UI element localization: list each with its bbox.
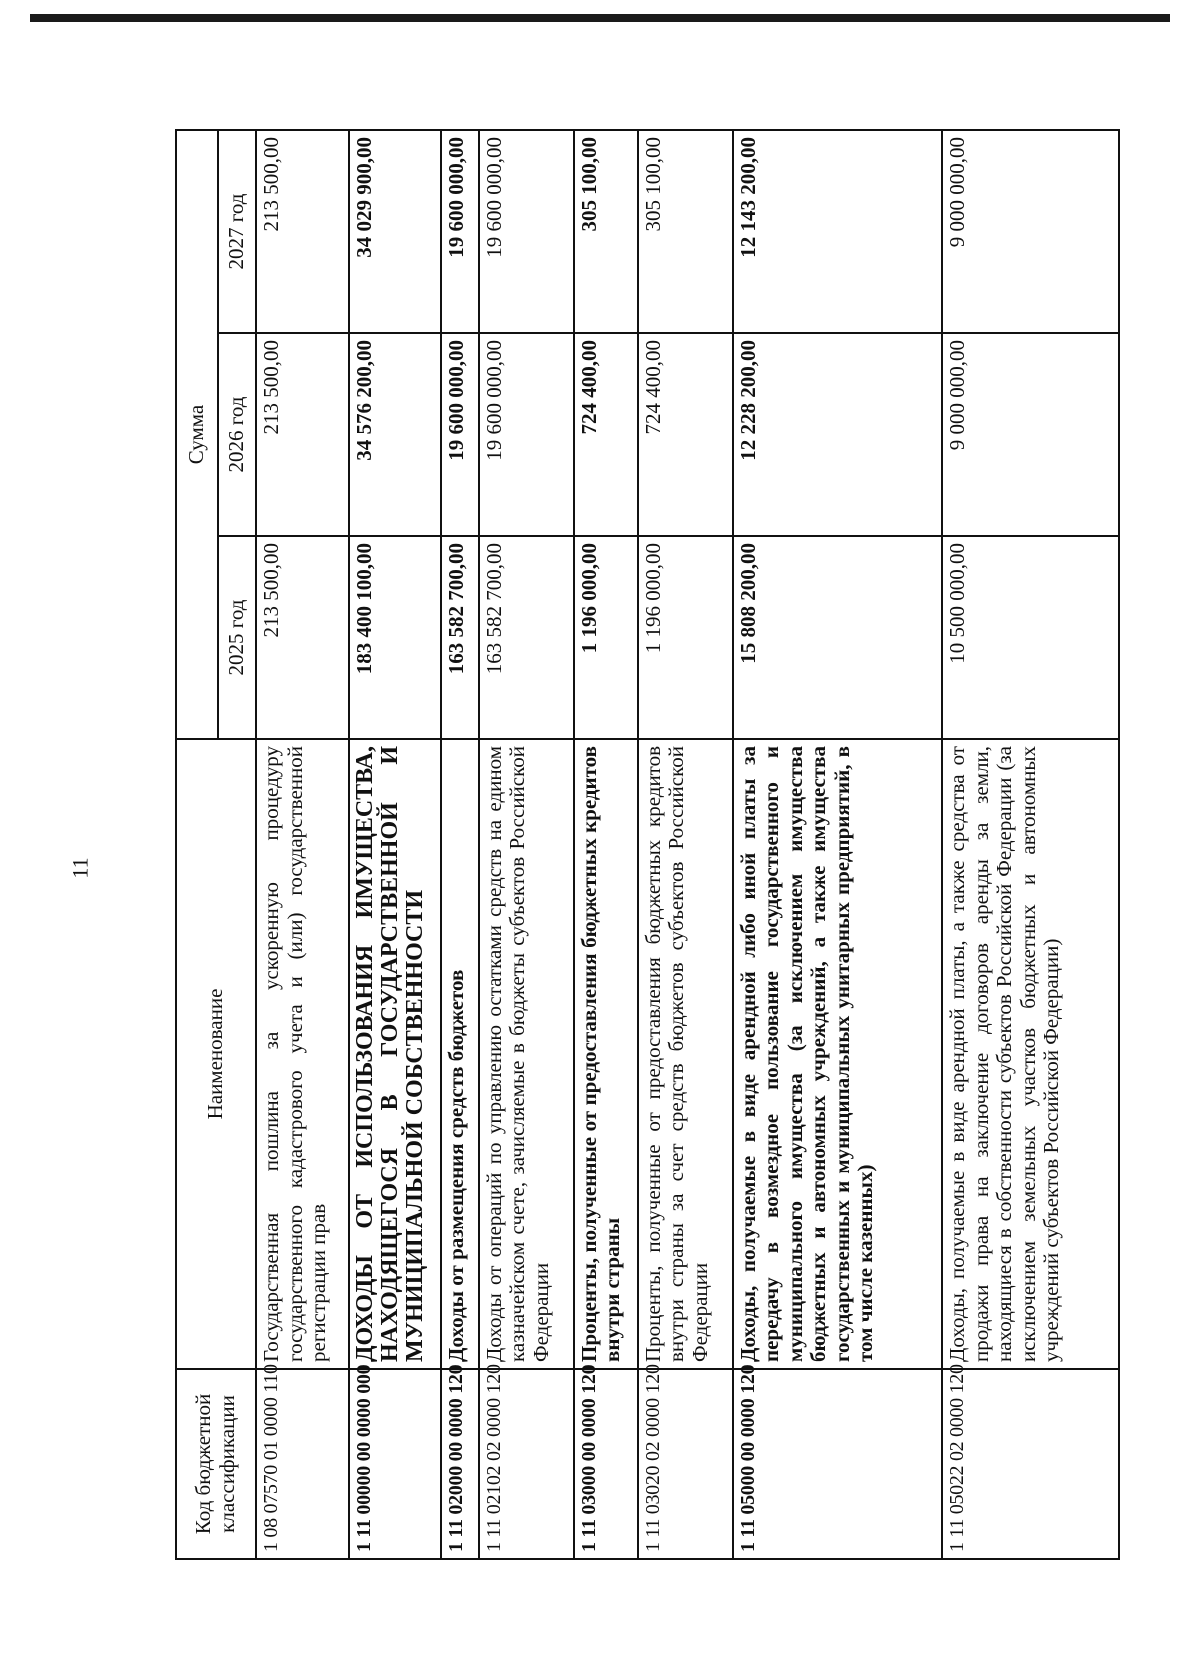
table-row — [349, 130, 442, 1559]
header-name: Наименование — [176, 739, 256, 1369]
row-code: 1 11 02102 02 0000 120 — [479, 1369, 574, 1559]
row-sum-2025: 1 196 000,00 — [638, 536, 733, 739]
budget-income-table — [175, 129, 1120, 1560]
row-sum-2025: 183 400 100,00 — [349, 536, 442, 739]
row-sum-2026: 724 400,00 — [638, 333, 733, 536]
row-sum-2026: 724 400,00 — [574, 333, 638, 536]
row-name: Государственная пошлина за ускоренную процедуру государственного кадастрового учета и (или) государственной регистрации прав — [256, 739, 349, 1369]
row-sum-2027: 213 500,00 — [256, 130, 349, 333]
row-code: 1 08 07570 01 0000 110 — [256, 1369, 349, 1559]
header-code: Код бюджетной классификации — [176, 1369, 256, 1559]
table-row — [441, 130, 479, 1559]
top-border-rule — [30, 14, 1170, 22]
row-sum-2026: 12 228 200,00 — [733, 333, 943, 536]
table-row — [479, 130, 574, 1559]
row-sum-2025: 1 196 000,00 — [574, 536, 638, 739]
row-name: Проценты, полученные от предоставления бюджетных кредитов внутри страны за счет средств бюджетов субъектов Российской Федерации — [638, 739, 733, 1369]
header-year-2026: 2026 год — [218, 333, 256, 536]
row-name: Доходы от размещения средств бюджетов — [441, 739, 479, 1369]
table-row — [733, 130, 943, 1559]
row-sum-2025: 163 582 700,00 — [479, 536, 574, 739]
table-row — [638, 130, 733, 1559]
header-year-2027: 2027 год — [218, 130, 256, 333]
row-sum-2026: 19 600 000,00 — [441, 333, 479, 536]
row-sum-2026: 213 500,00 — [256, 333, 349, 536]
table-row — [256, 130, 349, 1559]
row-code: 1 11 03020 02 0000 120 — [638, 1369, 733, 1559]
rotated-table-wrapper — [175, 130, 1120, 1560]
row-sum-2027: 19 600 000,00 — [441, 130, 479, 333]
row-code: 1 11 03000 00 0000 120 — [574, 1369, 638, 1559]
row-sum-2026: 19 600 000,00 — [479, 333, 574, 536]
row-sum-2026: 9 000 000,00 — [942, 333, 1119, 536]
row-sum-2027: 305 100,00 — [574, 130, 638, 333]
row-name: Проценты, полученные от предоставления бюджетных кредитов внутри страны — [574, 739, 638, 1369]
row-sum-2027: 9 000 000,00 — [942, 130, 1119, 333]
row-name: ДОХОДЫ ОТ ИСПОЛЬЗОВАНИЯ ИМУЩЕСТВА, НАХОДЯЩЕГОСЯ В ГОСУДАРСТВЕННОЙ И МУНИЦИПАЛЬНОЙ СОБСТВЕННОСТИ — [349, 739, 442, 1369]
row-sum-2025: 15 808 200,00 — [733, 536, 943, 739]
table-row — [942, 130, 1119, 1559]
row-name: Доходы, получаемые в виде арендной либо иной платы за передачу в возмездное пользование государственного и муниципального имущества (за исключением имущества бюджетных и автономных учреждений, а также имущества государственных и муниципальных унитарных предприятий, в том числе казенных) — [733, 739, 943, 1369]
row-sum-2025: 10 500 000,00 — [942, 536, 1119, 739]
header-sum: Сумма — [176, 130, 218, 739]
row-code: 1 11 00000 00 0000 000 — [349, 1369, 442, 1559]
row-code: 1 11 02000 00 0000 120 — [441, 1369, 479, 1559]
row-name: Доходы от операций по управлению остатками средств на едином казначейском счете, зачисляемые в бюджеты субъектов Российской Федерации — [479, 739, 574, 1369]
row-sum-2026: 34 576 200,00 — [349, 333, 442, 536]
page-number: 11 — [67, 857, 93, 879]
row-code: 1 11 05000 00 0000 120 — [733, 1369, 943, 1559]
row-code: 1 11 05022 02 0000 120 — [942, 1369, 1119, 1559]
header-year-2025: 2025 год — [218, 536, 256, 739]
row-sum-2027: 305 100,00 — [638, 130, 733, 333]
table-row — [574, 130, 638, 1559]
row-sum-2027: 34 029 900,00 — [349, 130, 442, 333]
row-sum-2027: 19 600 000,00 — [479, 130, 574, 333]
row-sum-2027: 12 143 200,00 — [733, 130, 943, 333]
row-sum-2025: 163 582 700,00 — [441, 536, 479, 739]
row-sum-2025: 213 500,00 — [256, 536, 349, 739]
row-name: Доходы, получаемые в виде арендной платы, а также средства от продажи права на заключение договоров аренды за земли, находящиеся в собственности субъектов Российской Федерации (за исключением земельных участков бюджетных и автономных учреждений субъектов Российской Федерации) — [942, 739, 1119, 1369]
